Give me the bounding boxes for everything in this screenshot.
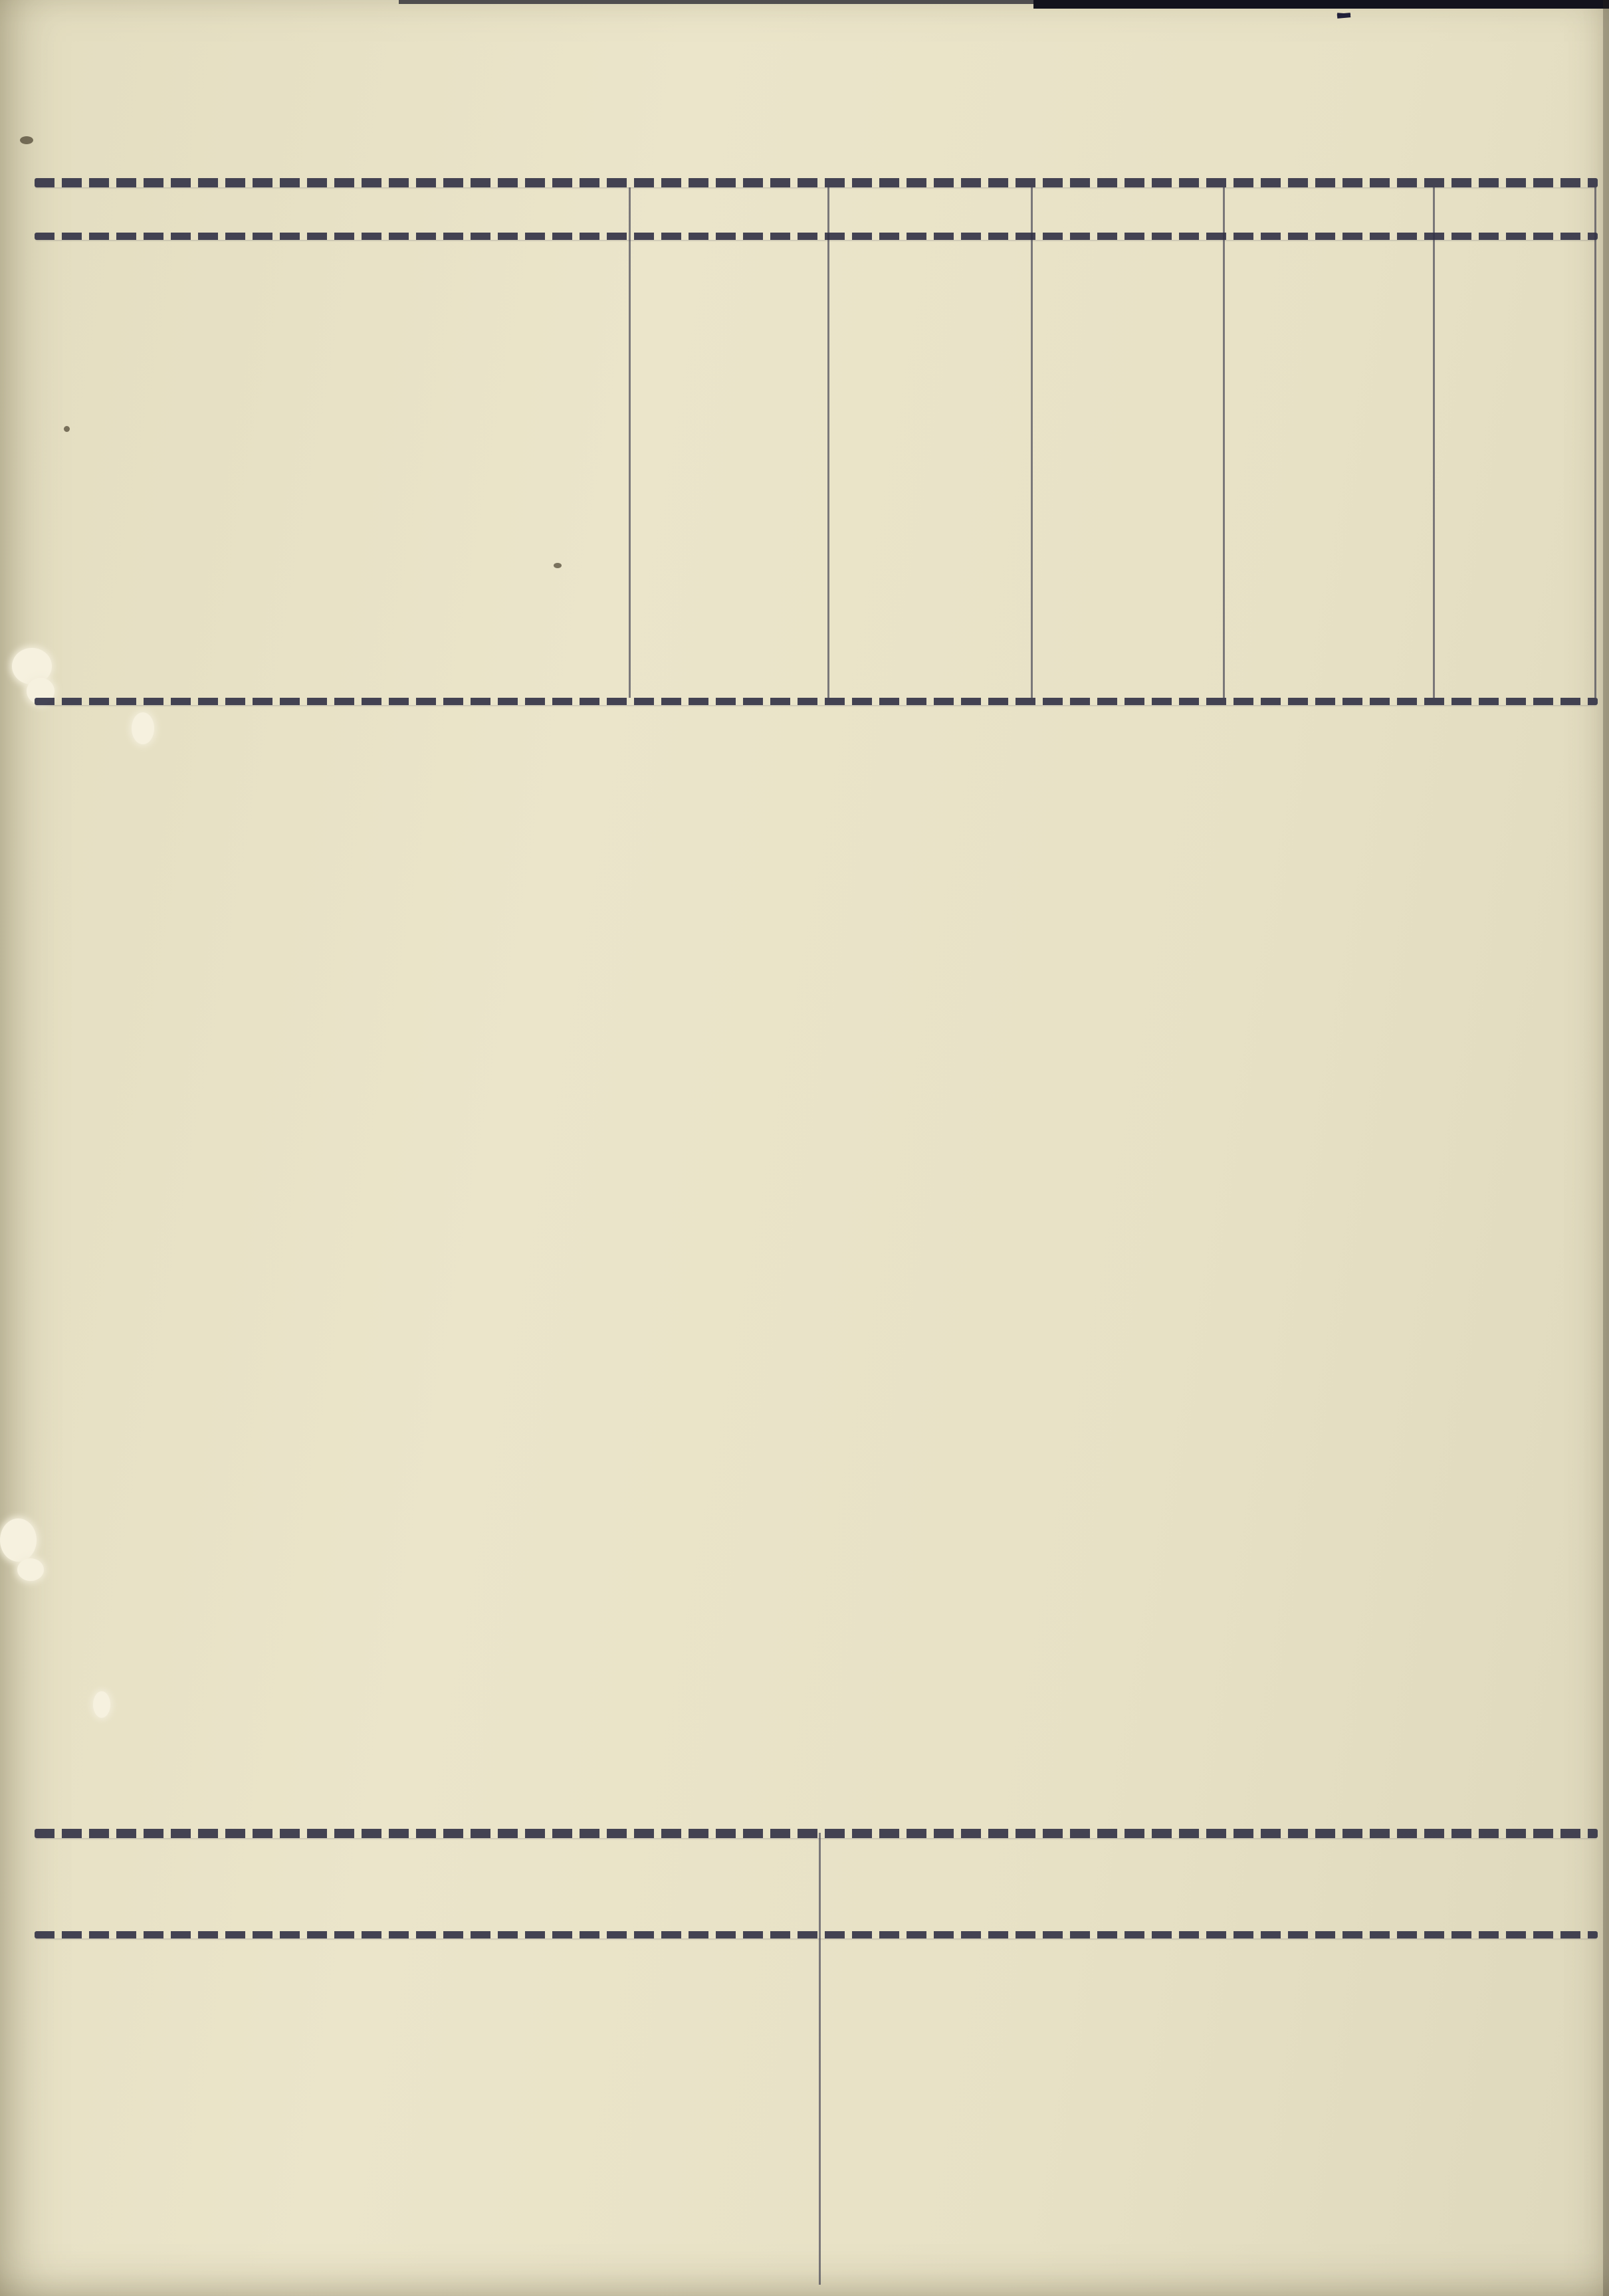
table-border-top xyxy=(35,1829,1598,1838)
scan-edge-artifact xyxy=(1603,0,1609,2296)
table-column-divider xyxy=(1031,187,1033,698)
table-column-divider xyxy=(1594,187,1596,698)
table-column-divider xyxy=(1433,187,1435,698)
table-border-bottom xyxy=(35,698,1598,705)
scan-edge-artifact xyxy=(1033,0,1609,9)
paper-damage-spot xyxy=(0,1518,37,1562)
table-column-divider xyxy=(819,1833,821,2285)
paper-damage-spot xyxy=(93,1691,110,1718)
table-header-separator xyxy=(35,233,1598,240)
table-header-separator xyxy=(35,1931,1598,1938)
ink-speck xyxy=(554,563,562,568)
ink-speck xyxy=(64,426,70,432)
paper-damage-spot xyxy=(17,1558,44,1581)
table-border-top xyxy=(35,178,1598,187)
paper-damage-spot xyxy=(132,712,154,744)
ink-speck xyxy=(20,136,33,144)
table-column-divider xyxy=(629,187,631,698)
table-column-divider xyxy=(1223,187,1225,698)
table-column-divider xyxy=(827,187,829,698)
